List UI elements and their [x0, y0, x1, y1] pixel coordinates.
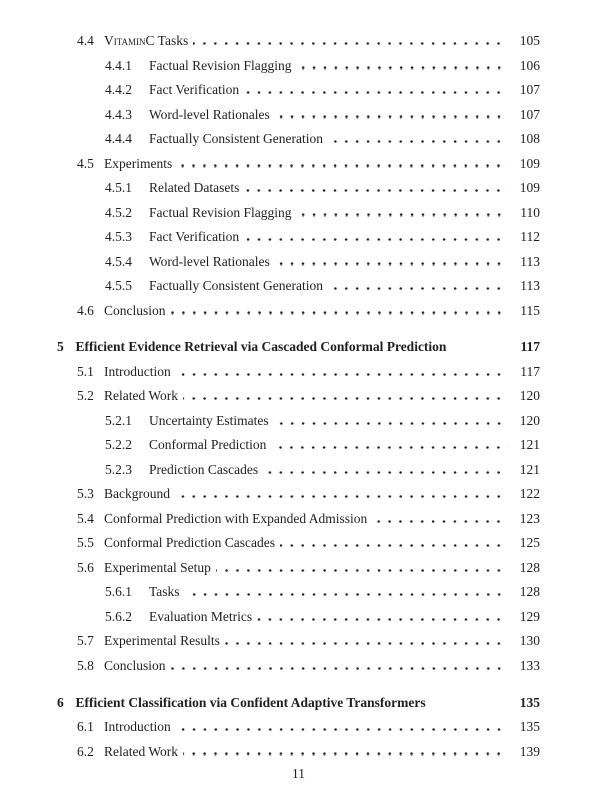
entry-title: Fact Verification	[149, 229, 240, 244]
dot-leader	[175, 495, 508, 498]
entry-number: 4.5	[77, 155, 94, 171]
dot-leader	[297, 213, 509, 216]
toc-entry-6-2	[57, 740, 540, 765]
toc-entry-5-2-2	[57, 433, 540, 458]
entry-title: Related Datasets	[149, 180, 240, 195]
entry-page-number: 121	[519, 461, 540, 477]
entry-page-number: 125	[519, 535, 540, 551]
toc-entry-4-5-2	[57, 201, 540, 226]
toc-entry-4-6	[57, 299, 540, 324]
entry-number: 5	[57, 339, 64, 355]
entry-title: Efficient Classification via Confident Adaptive Transformers	[75, 694, 426, 710]
entry-title: Conclusion	[104, 657, 166, 673]
entry-title: Tasks	[149, 584, 180, 600]
toc-entry-6-1	[57, 715, 540, 740]
entry-number: 5.1	[77, 363, 94, 379]
toc-entry-5-2-1	[57, 409, 540, 434]
page-number-footer: 11	[292, 766, 305, 781]
entry-title: Prediction Cascades	[149, 461, 259, 477]
entry-title: Fact Verification	[149, 82, 240, 97]
entry-number: 5.3	[77, 486, 94, 502]
dot-leader	[177, 164, 508, 167]
entry-title: Related Work	[104, 743, 179, 759]
dot-leader	[271, 446, 508, 449]
entry-title: Experiments	[104, 155, 173, 171]
entry-title: Factual Revision Flagging	[149, 57, 292, 73]
entry-number: 5.2	[77, 388, 94, 404]
entry-page-number: 139	[519, 743, 540, 759]
toc-entry-5-4	[57, 507, 540, 532]
entry-page-number: 110	[520, 204, 540, 220]
entry-title: Efficient Evidence Retrieval via Cascaded Conformal Prediction	[75, 339, 447, 355]
entry-number: 6.2	[77, 743, 94, 759]
toc-entry-5-2	[57, 384, 540, 409]
dot-leader	[274, 422, 508, 425]
entry-page-number: 109	[519, 155, 540, 171]
dot-leader	[451, 348, 508, 351]
entry-number: 5.2.3	[105, 461, 132, 477]
toc-entry-4-4	[57, 29, 540, 54]
entry-page-number: 105	[519, 33, 540, 48]
entry-title-smallcaps: Vitamin	[104, 33, 146, 48]
entry-number: 5.6.1	[105, 584, 132, 600]
toc-entry-5-7	[57, 629, 540, 654]
dot-leader	[183, 397, 508, 400]
toc-entry-5-5	[57, 531, 540, 556]
dot-leader	[244, 91, 508, 94]
entry-number: 5.7	[77, 633, 94, 649]
dot-leader	[244, 189, 508, 192]
toc-entry-6	[57, 691, 540, 716]
entry-title: Experimental Results	[104, 633, 220, 649]
entry-title: Factual Revision Flagging	[149, 204, 292, 220]
toc-entry-4-5-5	[57, 274, 540, 299]
entry-page-number: 123	[519, 510, 540, 526]
entry-title	[104, 29, 189, 54]
entry-number: 5.5	[77, 535, 94, 551]
entry-page-number: 128	[519, 559, 540, 575]
entry-title: Uncertainty Estimates	[149, 412, 269, 428]
entry-page-number: 107	[519, 106, 540, 122]
entry-number: 5.2.1	[105, 412, 132, 428]
entry-page-number: 122	[519, 486, 540, 502]
toc-entry-4-4-3	[57, 103, 540, 128]
entry-number: 4.5.4	[105, 253, 132, 269]
dot-leader	[176, 373, 508, 376]
entry-page-number: 113	[520, 253, 540, 269]
entry-page-number: 135	[519, 694, 540, 710]
entry-number: 4.4.1	[105, 57, 132, 73]
toc-entry-4-5	[57, 152, 540, 177]
toc-entry-5	[57, 335, 540, 360]
entry-page-number: 130	[519, 633, 540, 649]
dot-leader	[244, 238, 508, 241]
dot-leader	[171, 667, 508, 670]
entry-page-number: 128	[519, 584, 540, 600]
entry-number: 6	[57, 694, 64, 710]
entry-number: 4.5.2	[105, 204, 132, 220]
entry-title: Related Work	[104, 388, 179, 404]
entry-title: Factually Consistent Generation	[149, 131, 323, 146]
entry-number: 5.4	[77, 510, 94, 526]
entry-number: 4.4.3	[105, 106, 132, 122]
toc-entry-5-6-2	[57, 605, 540, 630]
dot-leader	[328, 287, 508, 290]
toc-entry-5-2-3	[57, 458, 540, 483]
entry-number: 4.5.3	[105, 229, 132, 244]
entry-page-number: 112	[520, 229, 540, 244]
entry-title: Word-level Rationales	[149, 106, 270, 122]
entry-title: Conclusion	[104, 302, 166, 318]
entry-title: Conformal Prediction with Expanded Admission	[104, 510, 368, 526]
entry-page-number: 113	[520, 278, 540, 293]
entry-page-number: 106	[519, 57, 540, 73]
entry-title: Factually Consistent Generation	[149, 278, 323, 293]
dot-leader	[176, 728, 508, 731]
toc-entry-4-5-3	[57, 225, 540, 250]
entry-number: 4.5.5	[105, 278, 132, 293]
entry-title: Background	[104, 486, 170, 502]
dot-leader	[297, 66, 509, 69]
toc-entry-5-8	[57, 654, 540, 679]
toc-entry-4-5-1	[57, 176, 540, 201]
toc-entry-5-6-1	[57, 580, 540, 605]
entry-number: 4.4	[77, 33, 94, 48]
dot-leader	[280, 544, 508, 547]
entry-number: 6.1	[77, 719, 94, 735]
toc-entry-4-4-4	[57, 127, 540, 152]
dot-leader	[431, 703, 508, 706]
entry-page-number: 135	[519, 719, 540, 735]
entry-number: 5.6.2	[105, 608, 132, 624]
thesis-toc-page	[57, 29, 540, 781]
entry-number: 4.4.4	[105, 131, 132, 146]
entry-number: 5.2.2	[105, 437, 132, 453]
dot-leader	[257, 618, 508, 621]
toc-entry-5-1	[57, 360, 540, 385]
dot-leader	[275, 115, 508, 118]
entry-title: Conformal Prediction Cascades	[104, 535, 275, 551]
entry-page-number: 120	[519, 412, 540, 428]
dot-leader	[275, 262, 508, 265]
entry-title: Introduction	[104, 719, 171, 735]
entry-page-number: 121	[519, 437, 540, 453]
toc-list	[57, 29, 540, 764]
dot-leader	[171, 311, 508, 314]
toc-entry-5-3	[57, 482, 540, 507]
entry-page-number: 115	[520, 302, 540, 318]
entry-title: Experimental Setup	[104, 559, 211, 575]
entry-page-number: 133	[519, 657, 540, 673]
toc-entry-4-4-1	[57, 54, 540, 79]
entry-page-number: 107	[519, 82, 540, 97]
dot-leader	[183, 752, 508, 755]
dot-leader	[193, 42, 508, 45]
entry-number: 4.4.2	[105, 82, 132, 97]
dot-leader	[372, 520, 508, 523]
toc-entry-5-6	[57, 556, 540, 581]
entry-title: Word-level Rationales	[149, 253, 270, 269]
entry-number: 5.8	[77, 657, 94, 673]
entry-page-number: 117	[520, 339, 540, 355]
dot-leader	[216, 569, 508, 572]
entry-number: 4.6	[77, 302, 94, 318]
dot-leader	[328, 140, 508, 143]
entry-page-number: 109	[519, 180, 540, 195]
dot-leader	[225, 642, 508, 645]
entry-page-number: 108	[519, 131, 540, 146]
entry-title-rest: C Tasks	[145, 33, 189, 48]
toc-entry-4-4-2	[57, 78, 540, 103]
toc-entry-4-5-4	[57, 250, 540, 275]
entry-title: Evaluation Metrics	[149, 608, 253, 624]
entry-number: 5.6	[77, 559, 94, 575]
entry-page-number: 117	[520, 363, 540, 379]
entry-number: 4.5.1	[105, 180, 132, 195]
dot-leader	[263, 471, 508, 474]
entry-title: Introduction	[104, 363, 171, 379]
entry-title: Conformal Prediction	[149, 437, 267, 453]
entry-page-number: 129	[519, 608, 540, 624]
dot-leader	[185, 593, 508, 596]
entry-page-number: 120	[519, 388, 540, 404]
